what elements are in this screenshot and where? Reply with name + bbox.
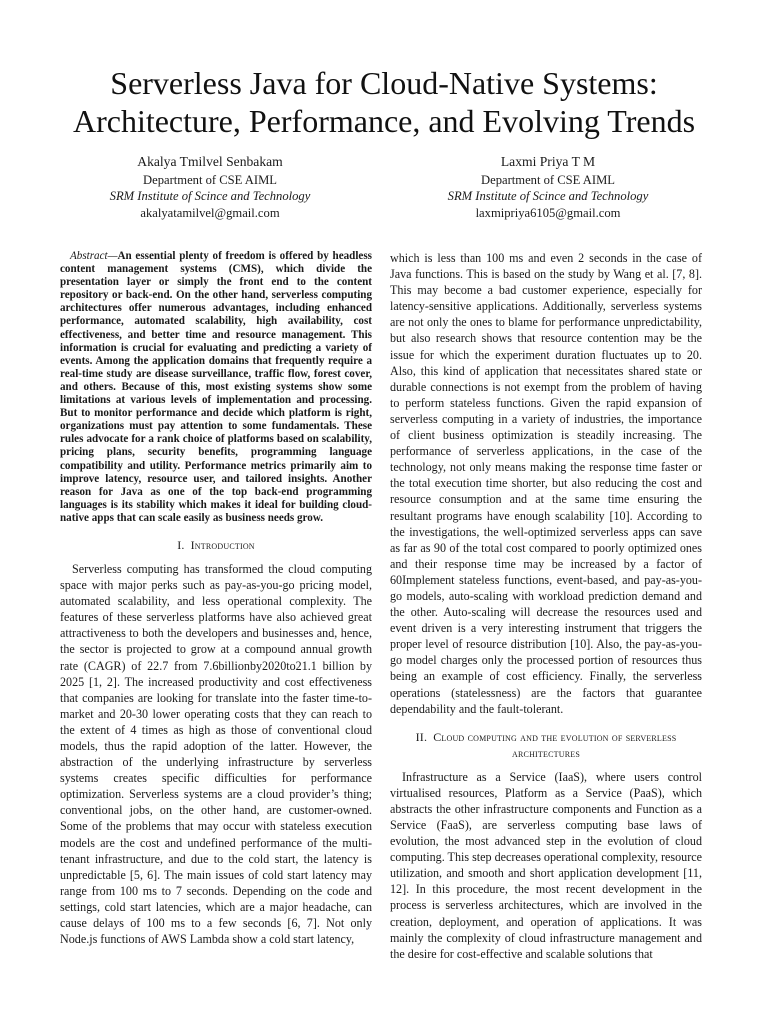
abstract	[60, 250, 372, 525]
author-department: Department of CSE AIML	[143, 172, 277, 187]
abstract-text: An essential plenty of freedom is offered by headless content management systems (CMS), which divide the presentation layer or simply the front end to the content repository or back-end. On the other hand, serverless computing architectures offer numerous advantages, including enhanced performance, automated scalability, high availability, cost effectiveness, and better time and resource management. This information is crucial for evaluating and predicting a variety of events. Among the application domains that frequently require a real-time study are disease surveillance, traffic flow, forest cover, and others. Because of this, most existing systems show some limitations at various levels of implementation and processing. But to monitor performance and decide which platform is right, organizations must pay attention to some fundamentals. These rules advocate for a rank choice of platforms based on scalability, pricing plans, security benefits, programming language compatibility and utility. Performance metrics primarily aim to improve latency, resource user, and tailored insights. Another reason for Java as one of the top back-end programming languages is its stability which makes it ideal for building cloud-native apps that can scale easily as business needs grow.	[60, 250, 372, 524]
author-block	[60, 154, 708, 234]
introduction-continuation: which is less than 100 ms and even 2 seconds in the case of Java functions. This is based on the study by Wang et al. [7, 8]. This may become a bad customer experience, especially for latency-sensitive applications. Additionally, serverless systems are not only the ones to blame for performance unpredictability, but also research shows that resource contention may be the issue for which the experiment duration fluctuates up to 20. Also, this kind of application that necessitates shared state or durable connections is not exempt from the problem of having to perform stateless functions. Given the rapid expansion of serverless computing in a variety of industries, the importance of client business optimization is steadily increasing. The performance of serverless applications, in the case of the technology, not only means making the response time faster or the total execution time shorter, but also reducing the cost and resource consumption and at the same time ensuring the resultant programs have enough scalability [10]. According to the investigations, the well-optimized serverless apps can save as far as 90 of the total cost compared to poorly optimized ones and their response time may be increased by a factor of 60Implement stateless functions, event-based, and pay-as-you-go models, auto-scaling with workload prediction demand and the other. Auto-scaling will decrease the resources used and event driven is a very interesting instrument that triggers the proper level of resource distribution [10]. Also, the pay-as-you-go model charges only the processed portion of resources thus being an example of cost efficiency. Finally, the serverless operations (statelessness) are the factors that guarantee dependability and the fault-tolerant.	[390, 251, 702, 716]
section2-paragraph: Infrastructure as a Service (IaaS), where users control virtualised resources, Platform as a Service (PaaS), which abstracts the other infrastructure components and Function as a Service (FaaS), are serverless computing base laws of evolution, the most advanced step in the evolution of cloud computing. This step decreases operational complexity, resource utilization, and smooth and short application development [11, 12]. In this procedure, the most recent development in the process is serverless architectures, which are involved in the creation, deployment, and operation of applications. It was mainly the complexity of cloud infrastructure management and the desire for cost-effective and scalable solutions that	[390, 769, 702, 961]
section-number: I.	[177, 537, 185, 552]
author-institution: SRM Institute of Scince and Technology	[447, 189, 649, 203]
section-title: Introduction	[190, 537, 255, 552]
author-department: Department of CSE AIML	[481, 172, 615, 187]
author-email: akalyatamilvel@gmail.com	[140, 205, 280, 220]
author-2	[398, 154, 698, 221]
section-number: II.	[415, 729, 428, 744]
author-name: Akalya Tmilvel Senbakam	[137, 154, 283, 169]
paper-title: Serverless Java for Cloud-Native Systems: Architecture, Performance, and Evolving Trends	[72, 65, 696, 139]
abstract-label: Abstract—	[70, 250, 118, 262]
right-column	[390, 250, 702, 962]
author-1	[60, 154, 360, 221]
section-heading-introduction	[60, 537, 372, 553]
section-title: Cloud computing and the evolution of serverless architectures	[433, 729, 677, 760]
author-email: laxmipriya6105@gmail.com	[475, 205, 621, 220]
author-name: Laxmi Priya T M	[500, 154, 596, 169]
introduction-paragraph: Serverless computing has transformed the cloud computing space with major perks such as pay-as-you-go pricing model, automated scalability, and less operational complexity. The features of these serverless platforms have also achieved great attractiveness to both the developers and businesses and, hence, the sector is projected to grow at a compound annual growth rate (CAGR) of 22.7 from 7.6billionby2020to21.1 billion by 2025 [1, 2]. The increased productivity and cost effectiveness that companies are looking for translate into the faster time-to-market and 20-30 lower operating costs that they can reach to the extent of 4 times as high as those of conventional cloud models, thus the rapid adoption of the latter. However, the abstraction of the underlying infrastructure by serverless systems creates specific difficulties for performance optimization. Serverless systems are a cloud provider’s thing; conventional jobs, on the other hand, are customer-owned. Some of the problems that may occur with stateless execution models are the cost and undefined performance of the multi-tenant infrastructure, and due to the cold start, the latency is unpredictable [5, 6]. The main issues of cold start latency may range from 100 ms to 7 seconds. Depending on the code and settings, cold start latencies, which are a major headache, can cause delays of 100 ms to a few seconds [6, 7]. Not only Node.js functions of AWS Lambda show a cold start latency,	[60, 561, 372, 947]
left-column	[60, 250, 372, 947]
section-heading-cloud-computing	[390, 729, 702, 761]
author-institution: SRM Institute of Scince and Technology	[109, 189, 311, 203]
